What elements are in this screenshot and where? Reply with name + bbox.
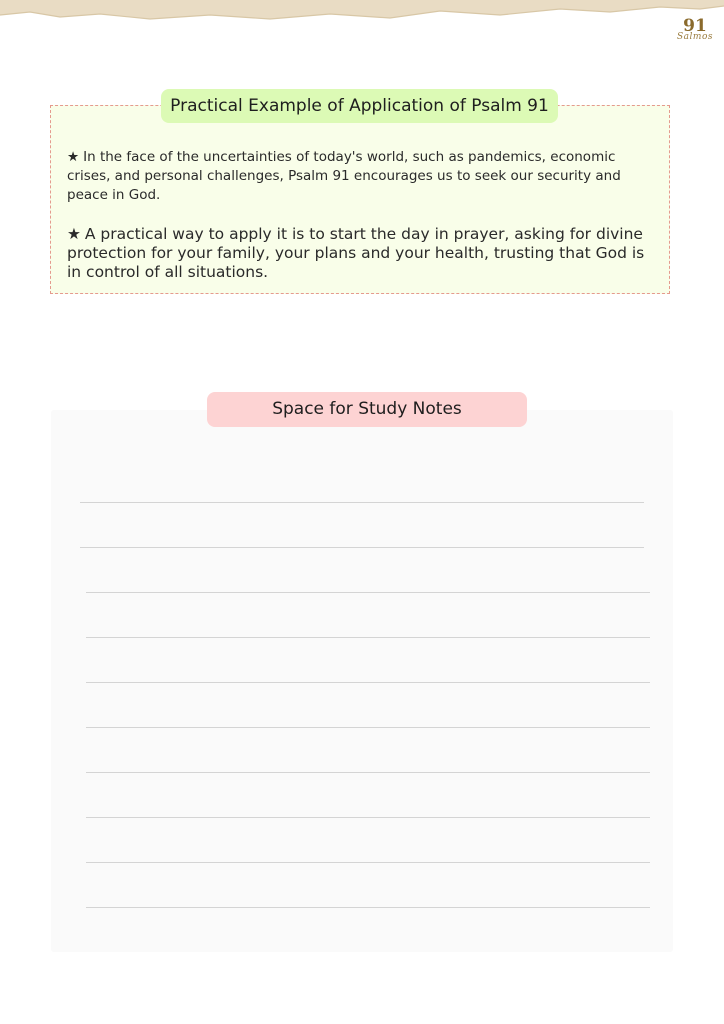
torn-paper-header <box>0 0 724 30</box>
note-line <box>86 637 650 638</box>
note-line <box>86 862 650 863</box>
note-line <box>86 907 650 908</box>
star-bullet-icon: ★ <box>67 149 80 165</box>
note-line <box>86 772 650 773</box>
paragraph-1-text: In the face of the uncertainties of today's world, such as pandemics, economic crises, and personal challenges, Psalm 91 encourages us to seek our security and peace in God. <box>67 149 621 203</box>
note-line <box>86 817 650 818</box>
note-line <box>86 682 650 683</box>
notes-title: Space for Study Notes <box>207 392 527 427</box>
note-line <box>80 547 644 548</box>
logo-script: Salmos <box>677 32 713 42</box>
note-line <box>86 727 650 728</box>
application-title: Practical Example of Application of Psalm 91 <box>161 89 558 123</box>
application-paragraph-1 <box>67 148 627 205</box>
note-line <box>80 502 644 503</box>
psalm-91-logo <box>670 18 720 48</box>
paragraph-2-text: A practical way to apply it is to start the day in prayer, asking for divine protection for your family, your plans and your health, trusting that God is in control of all situations. <box>67 225 645 281</box>
star-bullet-icon: ★ <box>67 225 81 243</box>
application-paragraph-2 <box>67 225 652 282</box>
logo-number: 91 <box>683 16 707 36</box>
note-line <box>86 592 650 593</box>
notes-area[interactable] <box>51 410 673 952</box>
